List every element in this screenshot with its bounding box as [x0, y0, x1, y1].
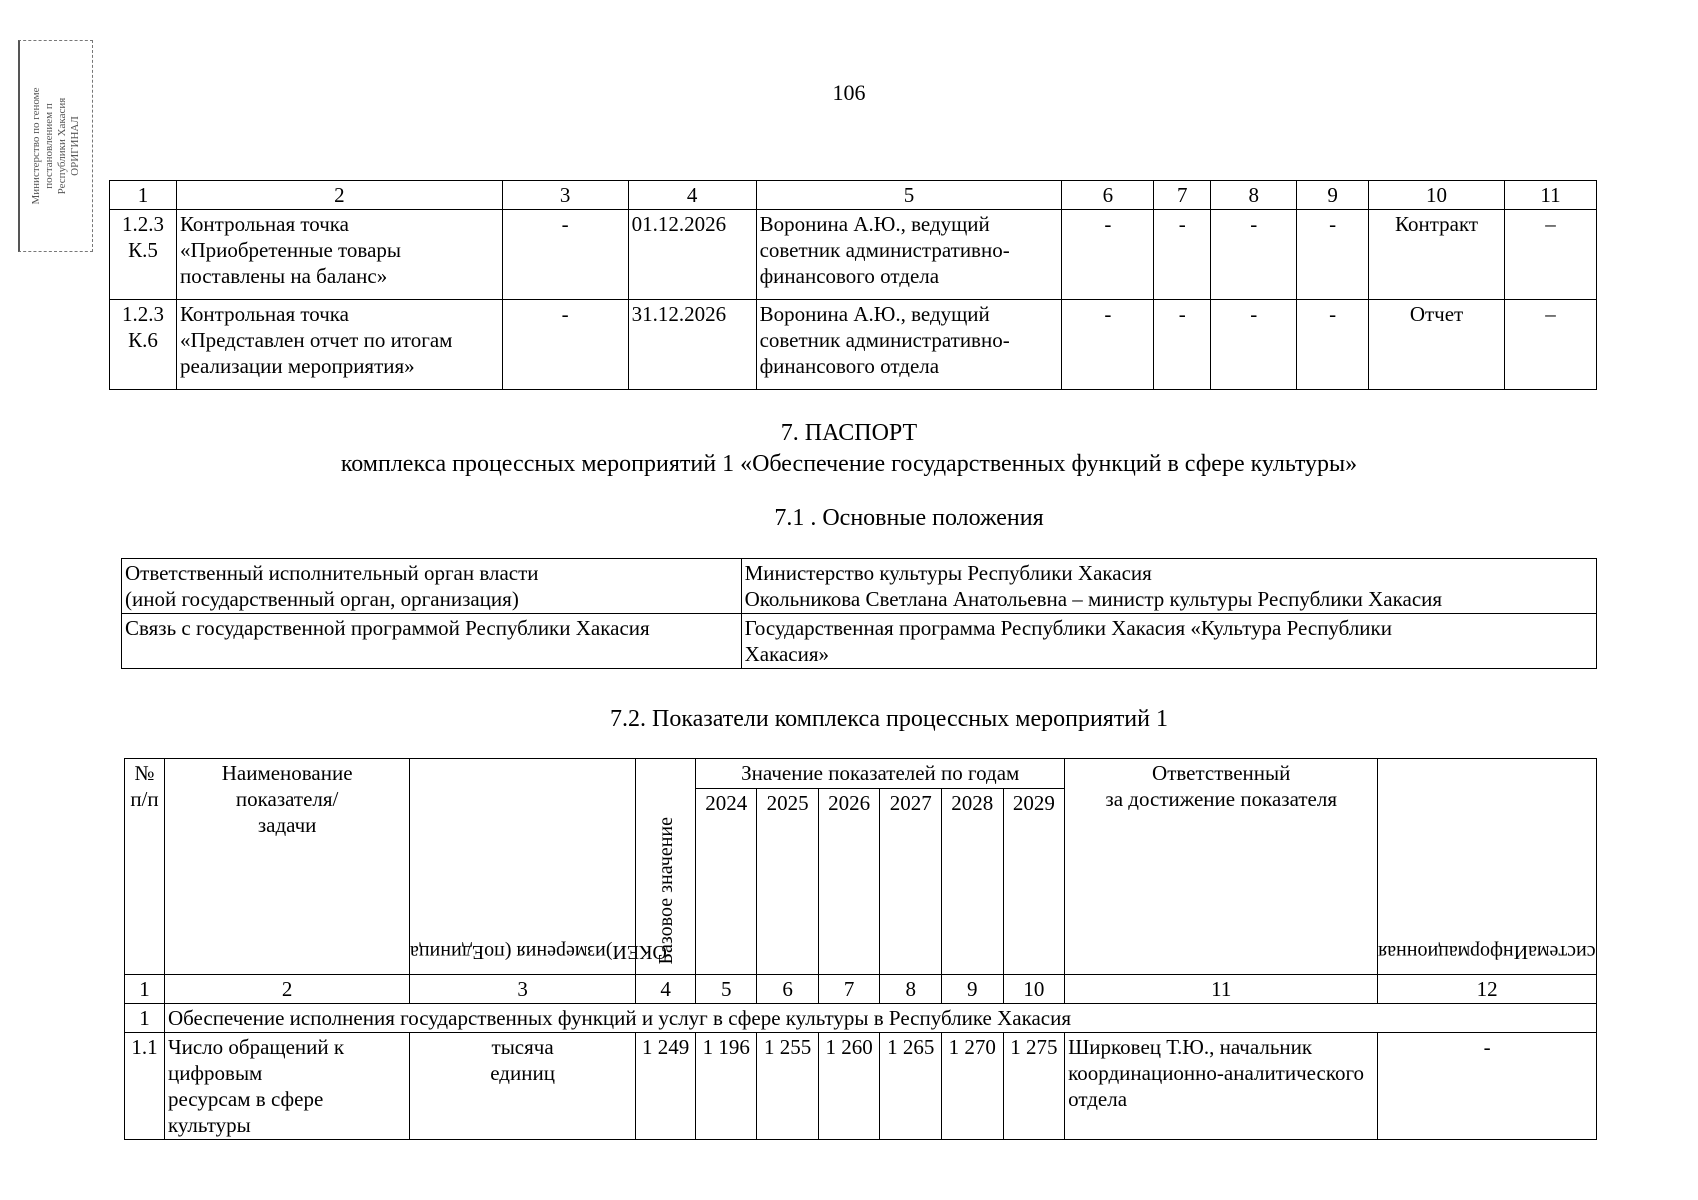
year-header: 2028 [941, 789, 1003, 975]
col-number: 5 [696, 975, 757, 1004]
col-number: 8 [880, 975, 942, 1004]
col-number: 5 [756, 181, 1062, 210]
table-row [122, 614, 1597, 669]
control-point-name: Контрольная точка «Представлен отчет по итогам реализации мероприятия» [176, 300, 502, 390]
cell: - [1211, 300, 1297, 390]
year-header: 2027 [880, 789, 942, 975]
row-number: 1.2.3 К.6 [110, 300, 177, 390]
col-number: 9 [1297, 181, 1369, 210]
row-number: 1.2.3 К.5 [110, 210, 177, 300]
base-value: 1 249 [635, 1033, 695, 1140]
col-number: 4 [628, 181, 756, 210]
cell: - [1154, 300, 1211, 390]
document-cell: Контракт [1369, 210, 1505, 300]
responsible-cell: Ширковец Т.Ю., начальник координационно-аналитического отдела [1065, 1033, 1378, 1140]
year-header: 2026 [818, 789, 880, 975]
table-row [110, 210, 1597, 300]
year-header: 2024 [696, 789, 757, 975]
cell: - [502, 300, 628, 390]
stamp-line: Министерство по геноме [30, 87, 42, 205]
section-number: 1 [125, 1004, 165, 1033]
stamp-line: ОРИГИНАЛ [69, 116, 81, 176]
header-name: Наименование показателя/ задачи [164, 759, 409, 975]
subsection-title: 7.1 . Основные положения [774, 505, 1044, 531]
column-number-row [125, 975, 1597, 1004]
responsible-cell: Воронина А.Ю., ведущий советник административно- финансового отдела [756, 300, 1062, 390]
col-number: 11 [1505, 181, 1597, 210]
value-cell: Государственная программа Республики Хакасия «Культура Республики Хакасия» [741, 614, 1596, 669]
row-number: 1.1 [125, 1033, 165, 1140]
cell: - [1297, 300, 1369, 390]
table-row [110, 300, 1597, 390]
col-number: 6 [757, 975, 819, 1004]
header-years-group: Значение показателей по годам [696, 759, 1065, 789]
year-value: 1 196 [696, 1033, 757, 1140]
header-unit: Единица измерения (по ОКЕИ) [410, 759, 636, 975]
control-points-table [109, 180, 1597, 390]
document-cell: Отчет [1369, 300, 1505, 390]
cell: - [1062, 210, 1154, 300]
col-number: 8 [1211, 181, 1297, 210]
year-value: 1 270 [941, 1033, 1003, 1140]
col-number: 3 [502, 181, 628, 210]
year-header: 2025 [757, 789, 819, 975]
col-number: 6 [1062, 181, 1154, 210]
stamp-line: постановлением п [43, 103, 55, 189]
header-num: № п/п [125, 759, 165, 975]
col-number: 1 [125, 975, 165, 1004]
date-cell: 31.12.2026 [628, 300, 756, 390]
registration-stamp [18, 40, 93, 252]
year-value: 1 255 [757, 1033, 819, 1140]
table-header-row [110, 181, 1597, 210]
col-number: 2 [176, 181, 502, 210]
unit-cell: тысяча единиц [410, 1033, 636, 1140]
basic-provisions-table [121, 558, 1597, 669]
indicators-table [124, 758, 1597, 1140]
header-row [125, 759, 1597, 789]
cell: - [1062, 300, 1154, 390]
cell: - [1211, 210, 1297, 300]
label-cell: Ответственный исполнительный орган власти (иной государственный орган, организация) [122, 559, 742, 614]
col-number: 4 [635, 975, 695, 1004]
year-value: 1 275 [1003, 1033, 1065, 1140]
col-number: 11 [1065, 975, 1378, 1004]
section-subtitle: комплекса процессных мероприятий 1 «Обеспечение государственных функций в сфере культуры» [340, 451, 1358, 477]
col-number: 10 [1003, 975, 1065, 1004]
col-number: 9 [941, 975, 1003, 1004]
col-number: 2 [164, 975, 409, 1004]
cell: – [1505, 300, 1597, 390]
responsible-cell: Воронина А.Ю., ведущий советник административно- финансового отдела [756, 210, 1062, 300]
section-title: 7. ПАСПОРТ [780, 420, 918, 446]
table-row [122, 559, 1597, 614]
header-responsible: Ответственный за достижение показателя [1065, 759, 1378, 975]
cell: - [502, 210, 628, 300]
col-number: 1 [110, 181, 177, 210]
page-number: 106 [832, 80, 866, 105]
header-base: Базовое значение [635, 759, 695, 975]
col-number: 7 [818, 975, 880, 1004]
col-number: 7 [1154, 181, 1211, 210]
value-cell: Министерство культуры Республики Хакасия Окольникова Светлана Анатольевна – министр культуры Республики Хакасия [741, 559, 1596, 614]
info-system-cell: - [1378, 1033, 1597, 1140]
section-text: Обеспечение исполнения государственных функций и услуг в сфере культуры в Республике Хакасия [164, 1004, 1596, 1033]
stamp-text [20, 41, 92, 251]
cell: - [1154, 210, 1211, 300]
subsection-title: 7.2. Показатели комплекса процессных мероприятий 1 [609, 706, 1168, 732]
col-number: 12 [1378, 975, 1597, 1004]
col-number: 10 [1369, 181, 1505, 210]
control-point-name: Контрольная точка «Приобретенные товары поставлены на баланс» [176, 210, 502, 300]
year-value: 1 265 [880, 1033, 942, 1140]
date-cell: 01.12.2026 [628, 210, 756, 300]
label-cell: Связь с государственной программой Республики Хакасия [122, 614, 742, 669]
year-header: 2029 [1003, 789, 1065, 975]
section-row [125, 1004, 1597, 1033]
indicator-name: Число обращений к цифровым ресурсам в сфере культуры [164, 1033, 409, 1140]
cell: - [1297, 210, 1369, 300]
cell: – [1505, 210, 1597, 300]
stamp-line: Республики Хакасия [56, 97, 68, 195]
header-info-system: Информационная система [1378, 759, 1597, 975]
year-value: 1 260 [818, 1033, 880, 1140]
table-row [125, 1033, 1597, 1140]
col-number: 3 [410, 975, 636, 1004]
